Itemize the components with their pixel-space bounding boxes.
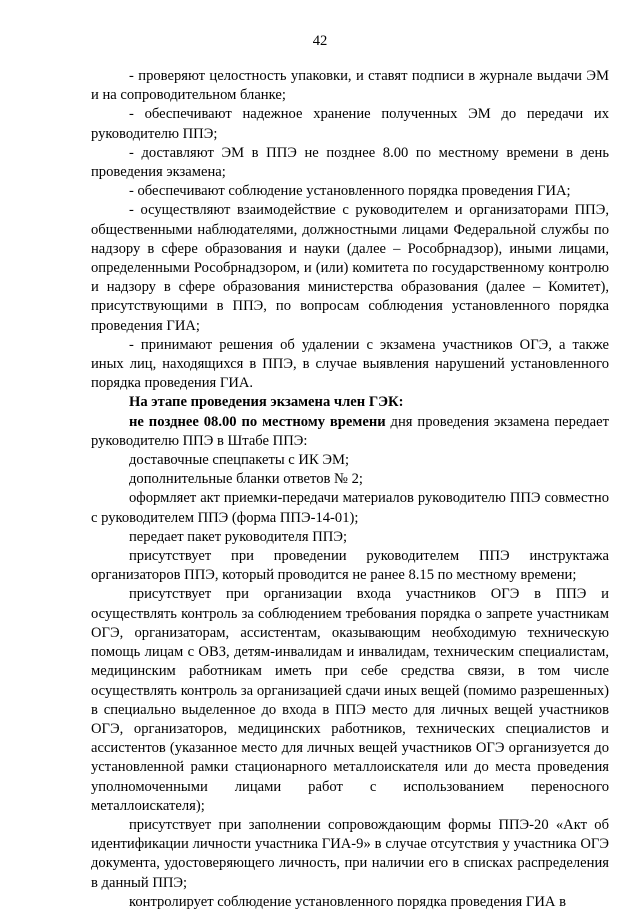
paragraph-text: - доставляют ЭМ в ППЭ не позднее 8.00 по местному времени в день проведения экзамена; <box>91 144 609 181</box>
paragraph-text: контролирует соблюдение установленного порядка проведения ГИА в <box>129 893 566 910</box>
heading-text: На этапе проведения экзамена член ГЭК: <box>129 394 404 411</box>
paragraph-text: присутствует при проведении руководителем ППЭ инструктажа организаторов ППЭ, который проводится не ранее 8.15 по местному времени; <box>91 548 609 584</box>
paragraph-text: - проверяют целостность упаковки, и ставят подписи в журнале выдачи ЭМ и на сопроводительном бланке; <box>91 68 609 104</box>
paragraph-text: дополнительные бланки ответов № 2; <box>129 471 363 488</box>
list-item <box>91 336 609 394</box>
section-heading <box>91 393 609 412</box>
paragraph-text: присутствует при заполнении сопровождающим формы ППЭ-20 «Акт об идентификации личности участника ГИА-9» в случае отсутствия у участника ОГЭ документа, удостоверяющего личность, при наличии его в списках распределения в данный ППЭ; <box>91 816 609 891</box>
paragraph <box>91 585 609 815</box>
document-body <box>91 67 609 912</box>
list-item <box>91 105 609 143</box>
paragraph-text: передает пакет руководителя ППЭ; <box>129 528 348 545</box>
paragraph-text: присутствует при организации входа участников ОГЭ в ППЭ и осуществлять контроль за соблюдением требования порядка о запрете участникам ОГЭ, организаторам, ассистентам, оказывающим необходимую техническую помощь лицам с ОВЗ, детям-инвалидам и инвалидам, техническим специалистам, медицинским работникам иметь при себе средства связи, в том числе осуществлять контроль за организацией сдачи иных вещей (помимо разрешенных) в специально выделенное до входа в ППЭ место для личных вещей участников ОГЭ, организаторов, медицинских работников, технических специалистов и ассистентов (указанное место для личных вещей участников ОГЭ организуется до установленной рамки стационарного металлоискателя или до места проведения уполномоченными лицами работ с использованием переносного металлоискателя); <box>91 586 609 814</box>
list-item <box>91 201 609 335</box>
paragraph-text: - обеспечивают надежное хранение полученных ЭМ до передачи их руководителю ППЭ; <box>91 106 609 142</box>
paragraph <box>91 528 609 547</box>
paragraph-text: доставочные спецпакеты с ИК ЭМ; <box>129 452 349 469</box>
paragraph <box>91 470 609 489</box>
paragraph <box>91 893 609 912</box>
paragraph-text: - принимают решения об удалении с экзамена участников ОГЭ, а также иных лиц, находящихся в ППЭ, в случае выявления нарушений установленного порядка проведения ГИА. <box>91 336 609 392</box>
list-item <box>91 182 609 201</box>
paragraph <box>91 451 609 470</box>
paragraph <box>91 547 609 585</box>
list-item <box>91 144 609 182</box>
paragraph <box>91 489 609 527</box>
page-number: 42 <box>312 33 328 49</box>
paragraph-text: - осуществляют взаимодействие с руководителем и организаторами ППЭ, общественными наблюдателями, должностными лицами Федеральной службы по надзору в сфере образования и науки (далее – Рособрнадзор), иными лицами, определенными Рособрнадзором, и (или) комитета по государственному контролю и надзору в сфере образования министерства образования (далее – Комитет), присутствующими в ППЭ, по вопросам соблюдения установленного порядка проведения ГИА; <box>91 202 609 334</box>
paragraph-text: - обеспечивают соблюдение установленного порядка проведения ГИА; <box>129 183 571 200</box>
paragraph-text: оформляет акт приемки-передачи материалов руководителю ППЭ совместно с руководителем ППЭ (форма ППЭ-14-01); <box>91 490 609 526</box>
deadline-emphasis: не позднее 08.00 по местному времени <box>129 413 386 430</box>
paragraph <box>91 816 609 893</box>
list-item <box>91 67 609 105</box>
paragraph-text: дня проведения экзамена передает руководителю ППЭ в Штабе ППЭ: <box>91 413 609 449</box>
paragraph <box>91 413 609 451</box>
